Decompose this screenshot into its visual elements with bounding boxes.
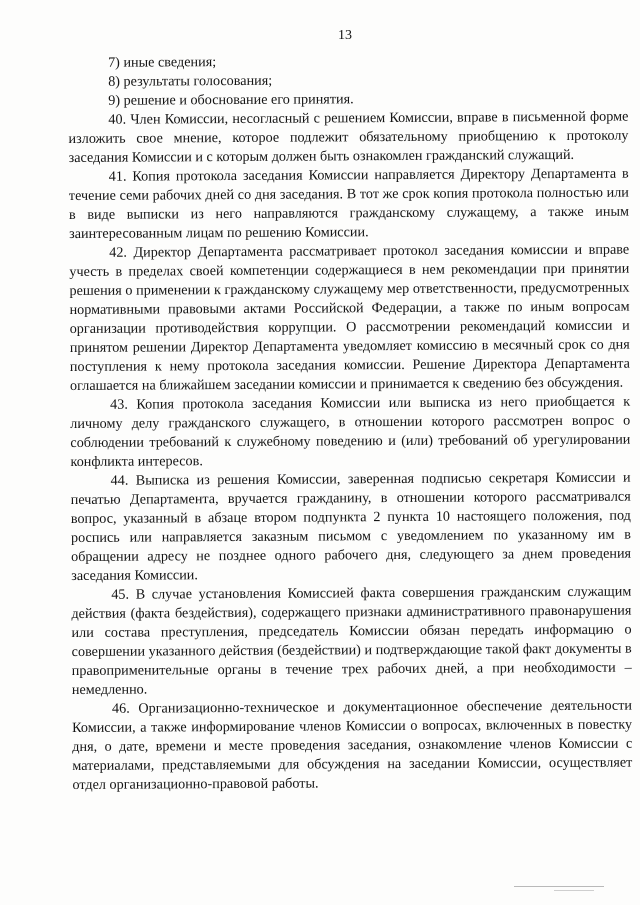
paragraph-44: 44. Выписка из решения Комиссии, заверенная подписью секретаря Комиссии и печатью Департамента, вручается гражданину, в отношении которого рассматривался вопрос, указанный в абзаце втором подпункта 2 пункта 10 настоящего положения, под роспись или направляется заказным письмом с уведомлением по указанному им в обращении адресу не позднее одного рабочего дня, следующего за днем проведения заседания Комиссии.: [70, 469, 632, 584]
paragraph-45: 45. В случае установления Комиссией факта совершения гражданским служащим действия (факта бездействия), содержащего признаки административного правонарушения или состава преступления, председатель Комиссии обязан передать информацию о совершении указанного действия (бездействии) и подтверждающие такой факт документы в правоприменительные органы в течение трех рабочих дней, а при необходимости – немедленно.: [71, 583, 632, 698]
paragraph-43: 43. Копия протокола заседания Комиссии или выписка из него приобщается к личному делу гражданского служащего, в отношении которого рассмотрен вопрос о соблюдении требований к служебному поведению и (или) требований об урегулировании конфликта интересов.: [70, 393, 631, 470]
scan-edge-lines: [514, 886, 604, 893]
paragraph-42: 42. Директор Департамента рассматривает протокол заседания комиссии и вправе учесть в пределах своей компетенции содержащиеся в нем рекомендации при принятии решения о применении к гражданскому служащему мер ответственности, предусмотренных нормативными правовыми актами Российской Федерации, а также по иным вопросам организации противодействия коррупции. О рассмотрении рекомендаций комиссии и принятом решении Директор Департамента уведомляет комиссию в месячный срок со дня поступления к нему протокола заседания комиссии. Решение Директора Департамента оглашается на ближайшем заседании комиссии и принимается к сведению без обсуждения.: [69, 241, 630, 394]
paragraph-40: 40. Член Комиссии, несогласный с решением Комиссии, вправе в письменной форме изложить свое мнение, которое подлежит обязательному приобщению к протоколу заседания Комиссии и с которым должен быть ознакомлен гражданский служащий.: [68, 108, 629, 166]
paragraph-46: 46. Организационно-техническое и документационное обеспечение деятельности Комиссии, а также информирование членов Комиссии о вопросах, включенных в повестку дня, о дате, времени и месте проведения заседания, ознакомление членов Комиссии с материалами, представляемыми для обсуждения на заседании Комиссии, осуществляет отдел организационно-правовой работы.: [72, 697, 633, 793]
list-item-8: 8) результаты голосования;: [108, 72, 273, 90]
list-item-7: 7) иные сведения;: [108, 54, 217, 71]
list-item-9: 9) решение и обоснование его принятия.: [108, 91, 354, 109]
document-body: [68, 51, 633, 795]
paragraph-41: 41. Копия протокола заседания Комиссии направляется Директору Департамента в течение семи рабочих дней со дня заседания. В тот же срок копия протокола полностью или в виде выписки из него направляются гражданскому служащему, а также иным заинтересованным лицам по решению Комиссии.: [68, 165, 630, 242]
page-number: 13: [338, 28, 352, 43]
